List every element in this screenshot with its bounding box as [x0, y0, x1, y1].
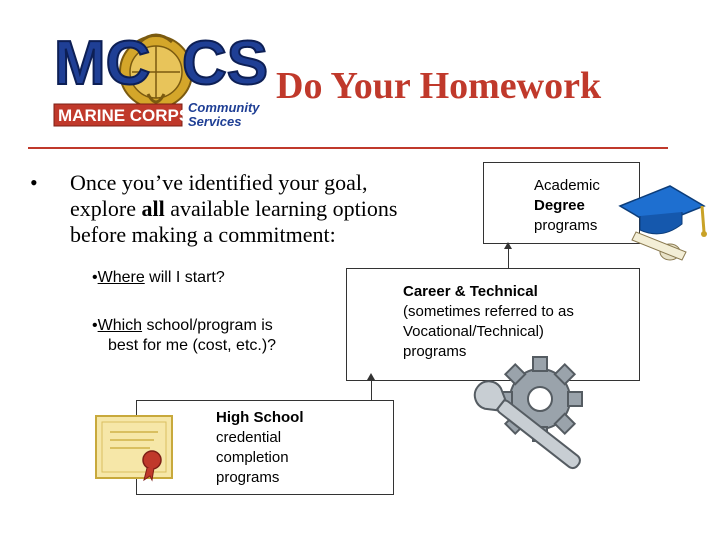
academic-line-2: Degree	[534, 197, 585, 214]
sub-bullet-text: will I start?	[144, 269, 225, 286]
academic-line-3: programs	[534, 217, 598, 234]
hs-line-1: High School	[216, 409, 304, 426]
arrow-to-career	[371, 380, 372, 400]
page-title: Do Your Homework	[276, 65, 602, 107]
main-bullet-line-2-pre: explore	[70, 196, 142, 221]
career-line-1: Career & Technical	[403, 283, 538, 300]
svg-text:Community: Community	[188, 100, 260, 115]
career-line-3: Vocational/Technical)	[403, 323, 544, 340]
svg-text:MC: MC	[54, 29, 151, 98]
sub-bullet-which	[92, 316, 352, 356]
hs-line-3: completion	[216, 449, 289, 466]
mccs-logo	[52, 24, 269, 136]
bullet-marker: •	[30, 170, 38, 195]
career-line-4: programs	[403, 343, 467, 360]
main-bullet-line-3: before making a commitment:	[70, 222, 336, 247]
career-technical-label	[403, 282, 633, 362]
academic-line-1: Academic	[534, 177, 600, 194]
arrow-to-academic	[508, 248, 509, 268]
main-bullet-line-2-post: available learning options	[164, 196, 398, 221]
sub-bullet-keyword: Which	[97, 317, 143, 334]
graduation-cap-icon	[612, 180, 712, 270]
career-line-2: (sometimes referred to as	[403, 303, 574, 320]
arrowhead-up-icon	[504, 242, 512, 249]
title-divider	[28, 147, 668, 149]
high-school-label	[216, 408, 386, 488]
sub-bullet-text-line-2: best for me (cost, etc.)?	[108, 337, 277, 354]
svg-text:MARINE CORPS: MARINE CORPS	[58, 106, 191, 125]
sub-bullet-marker: •	[92, 269, 98, 286]
hs-line-2: credential	[216, 429, 282, 446]
gear-wrench-icon	[478, 355, 618, 485]
sub-bullet-where	[92, 268, 352, 288]
sub-bullet-keyword: Where	[97, 269, 145, 286]
sub-bullet-marker: •	[92, 317, 98, 334]
certificate-icon	[94, 414, 174, 482]
main-bullet-line-2	[70, 196, 470, 222]
main-bullet-text	[70, 170, 470, 248]
svg-text:CS: CS	[182, 29, 269, 98]
arrowhead-up-icon	[367, 373, 375, 380]
hs-line-4: programs	[216, 469, 280, 486]
sub-bullet-text: school/program is	[142, 317, 273, 334]
main-bullet-line-1: Once you’ve identified your goal,	[70, 170, 368, 195]
svg-text:Services: Services	[188, 114, 242, 129]
main-bullet-emphasis: all	[141, 196, 165, 221]
